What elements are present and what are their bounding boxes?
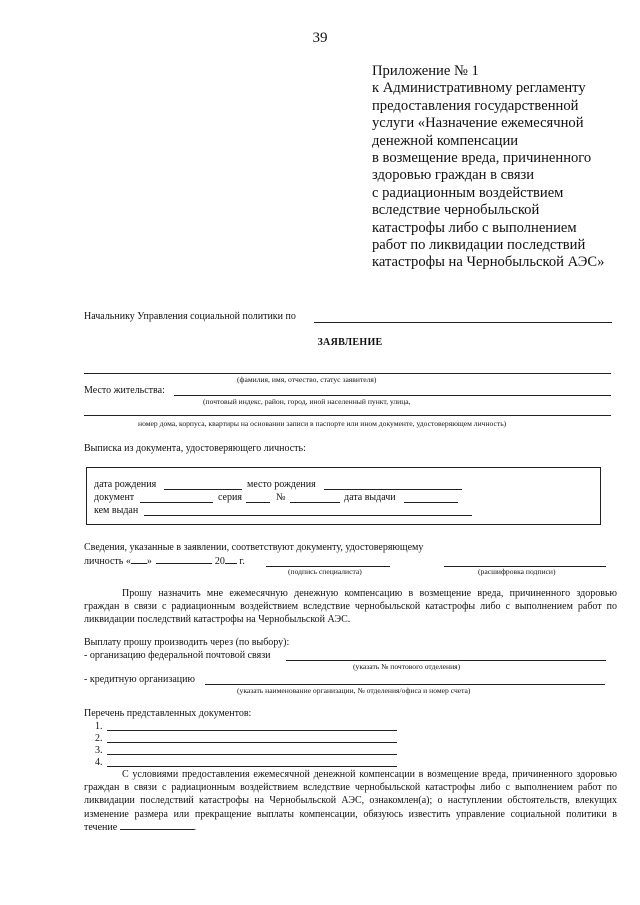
- birth-place-field[interactable]: [324, 489, 462, 490]
- documents-heading: Перечень представленных документов:: [84, 708, 252, 719]
- document-item-number: 3.: [95, 745, 103, 756]
- appendix-line: денежной компенсации: [372, 132, 519, 149]
- residence-label: Место жительства:: [84, 385, 165, 396]
- conditions-end: .: [193, 821, 197, 833]
- specialist-sign-hint: (подпись специалиста): [288, 567, 362, 576]
- appendix-line: катастрофы либо с выполнением: [372, 219, 577, 236]
- payment-post-label: - организацию федеральной почтовой связи: [84, 650, 271, 661]
- credit-org-hint: (указать наименование организации, № отделения/офиса и номер счета): [237, 686, 471, 695]
- birth-place-label: место рождения: [247, 479, 316, 490]
- series-label: серия: [218, 492, 242, 503]
- document-item-field[interactable]: [107, 730, 397, 731]
- date-year-suffix: г.: [239, 556, 245, 567]
- conditions-text: С условиями предоставления ежемесячной денежной компенсации в возмещение вреда, причиненного здоровью граждан в связи с радиационным воздействием вследствие чернобыльской катастрофы либо с выполнением работ по ликвидации последствий катастрофы на Чернобыльской АЭС, ознакомлен(а); о наступлении обстоятельств, влекущих изменение размера или прекращение выплаты компенсации, обязуюсь известить управление социальной политики в течение: [84, 769, 617, 833]
- conditions-paragraph: [84, 768, 617, 834]
- appendix-block: [372, 63, 632, 272]
- issued-by-label: кем выдан: [94, 505, 139, 516]
- number-field[interactable]: [290, 502, 340, 503]
- birth-date-field[interactable]: [164, 489, 242, 490]
- id-extract-label: Выписка из документа, удостоверяющего личность:: [84, 443, 306, 454]
- series-field[interactable]: [246, 502, 270, 503]
- appendix-line: вследствие чернобыльской: [372, 202, 540, 219]
- house-hint: номер дома, корпуса, квартиры на основании записи в паспорте или ином документе, удостоверяющем личность): [138, 419, 507, 428]
- date-year-prefix: 20: [214, 556, 225, 567]
- birth-date-label: дата рождения: [94, 479, 157, 490]
- appendix-line: катастрофы на Чернобыльской АЭС»: [372, 254, 605, 271]
- page-number: 39: [312, 30, 328, 46]
- appendix-line: услуги «Назначение ежемесячной: [372, 115, 584, 132]
- payment-heading: Выплату прошу производить через (по выбору):: [84, 637, 290, 648]
- appendix-line: к Административному регламенту: [372, 80, 586, 97]
- document-item-number: 2.: [95, 733, 103, 744]
- date-month-field[interactable]: [156, 563, 212, 564]
- appendix-line: Приложение № 1: [372, 63, 479, 79]
- appendix-line: здоровью граждан в связи: [372, 167, 535, 184]
- request-text: Прошу назначить мне ежемесячную денежную компенсацию в возмещение вреда, причиненного здоровью граждан в связи с радиационным воздействием вследствие чернобыльской катастрофы либо с выполнением работ по ликвидации последствий катастрофы на Чернобыльской АЭС.: [84, 588, 617, 626]
- fio-hint: (фамилия, имя, отчество, статус заявителя): [237, 375, 377, 384]
- post-office-field[interactable]: [286, 660, 606, 661]
- appendix-line: в возмещение вреда, причиненного: [372, 150, 592, 167]
- document-field[interactable]: [140, 502, 213, 503]
- credit-org-field[interactable]: [205, 684, 605, 685]
- document-label: документ: [94, 492, 135, 503]
- issue-date-label: дата выдачи: [344, 492, 396, 503]
- issue-date-field[interactable]: [404, 502, 458, 503]
- notification-days-field[interactable]: [120, 829, 194, 830]
- date-day-field[interactable]: [131, 563, 147, 564]
- appendix-line: работ по ликвидации последствий: [372, 237, 586, 254]
- payment-credit-label: - кредитную организацию: [84, 674, 195, 685]
- request-paragraph: [84, 587, 617, 627]
- form-title: ЗАЯВЛЕНИЕ: [317, 337, 383, 348]
- date-open: личность «: [84, 556, 131, 567]
- date-year-field[interactable]: [225, 563, 237, 564]
- residence-field-2[interactable]: [84, 415, 611, 416]
- document-item-number: 4.: [95, 757, 103, 768]
- sign-decode-hint: (расшифровка подписи): [478, 567, 556, 576]
- postal-hint: (почтовый индекс, район, город, иной населенный пункт, улица,: [203, 397, 411, 406]
- document-item-field[interactable]: [107, 766, 397, 767]
- verification-text: Сведения, указанные в заявлении, соответствуют документу, удостоверяющему: [84, 542, 424, 553]
- appendix-line: с радиационным воздействием: [372, 184, 564, 201]
- document-item-number: 1.: [95, 721, 103, 732]
- residence-field[interactable]: [174, 395, 611, 396]
- post-office-hint: (указать № почтового отделения): [353, 662, 461, 671]
- applicant-name-field[interactable]: [84, 373, 611, 374]
- addressee-field[interactable]: [314, 322, 612, 323]
- document-item-field[interactable]: [107, 742, 397, 743]
- issued-by-field[interactable]: [144, 515, 472, 516]
- number-label: №: [276, 492, 286, 503]
- verification-date: [84, 556, 245, 567]
- document-item-field[interactable]: [107, 754, 397, 755]
- appendix-line: предоставления государственной: [372, 97, 579, 114]
- addressee-label: Начальнику Управления социальной политики по: [84, 311, 296, 322]
- date-close: »: [146, 556, 152, 567]
